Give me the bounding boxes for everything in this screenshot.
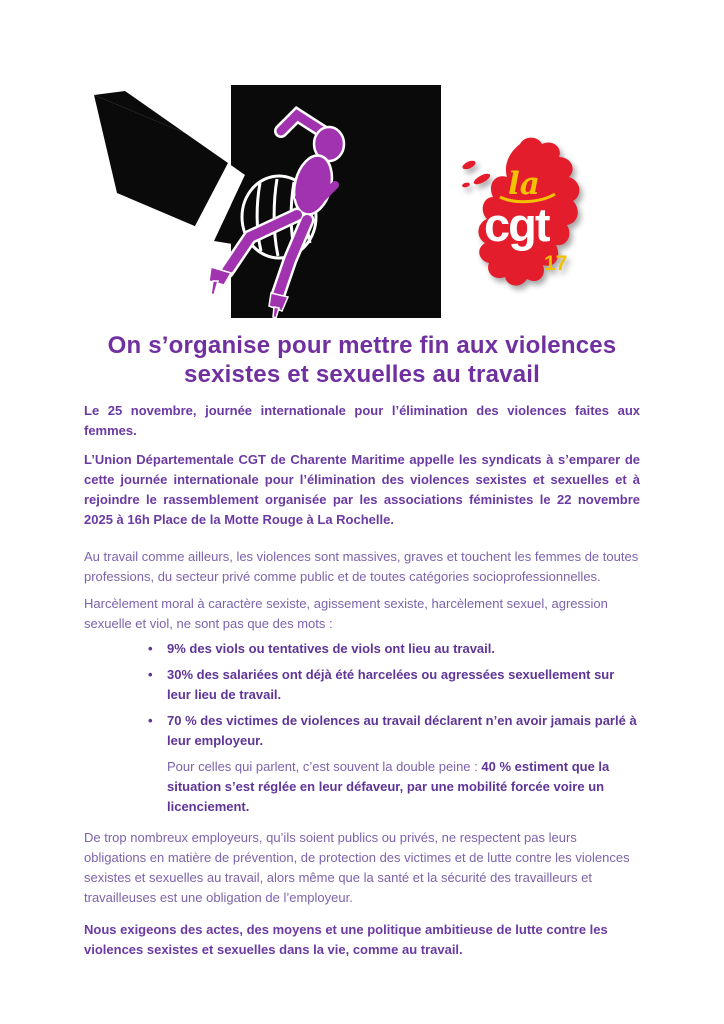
paragraph-exigences: Nous exigeons des actes, des moyens et une politique ambitieuse de lutte contre les violences sexistes et sexuelles dans la vie, comme au travail. — [84, 922, 608, 957]
double-peine-stat: 40 % estiment que la situation s’est réglée en leur défaveur, par une mobilité forcée voire un licenciement. — [167, 759, 610, 814]
paragraph-employeurs: De trop nombreux employeurs, qu’ils soient publics ou privés, ne respectent pas leurs obligations en matière de prévention, de protection des victimes et de lutte contre les violences sexistes et sexuelles au travail, alors même que la santé et la sécurité des travailleurs et travailleuses est une obligation de l’employeur. — [84, 830, 630, 905]
paragraph-nov25: Le 25 novembre, journée internationale pour l’élimination des violences faites aux femmes. — [84, 403, 640, 438]
logo-la-text: la — [508, 166, 540, 202]
logo-dept-number: 17 — [544, 252, 568, 275]
list-item-victimes: • 70 % des victimes de violences au travail déclarent n’en avoir jamais parlé à leur employeur. — [167, 711, 640, 751]
paragraph-double-peine — [167, 757, 640, 817]
flyer-content — [0, 331, 724, 960]
cgt-17-logo — [458, 128, 610, 300]
paragraph-violences-massives: Au travail comme ailleurs, les violences sont massives, graves et touchent les femmes de toutes professions, du secteur privé comme public et de toutes catégories socioprofessionnelles. — [84, 549, 639, 584]
paragraph-ud-cgt-call: L’Union Départementale CGT de Charente Maritime appelle les syndicats à s’emparer de cette journée internationale pour l’élimination des violences sexistes et sexuelles et à rejoindre le rassemblement organisée par les associations féministes le 22 novembre 2025 à 16h Place de la Motte Rouge à La Rochelle. — [84, 452, 640, 527]
list-item-salariees: • 30% des salariées ont déjà été harcelées ou agressées sexuellement sur leur lieu de travail. — [167, 665, 640, 705]
page-title — [84, 331, 640, 389]
violence-illustration — [85, 85, 441, 318]
list-item-viols: • 9% des viols ou tentatives de viols ont lieu au travail. — [167, 639, 640, 659]
flyer-header — [0, 0, 724, 318]
logo-cgt-text: cgt — [484, 198, 549, 251]
paragraph-pas-que-des-mots: Harcèlement moral à caractère sexiste, agissement sexiste, harcèlement sexuel, agression sexuelle et viol, ne sont pas que des mots : — [84, 596, 608, 631]
double-peine-intro: Pour celles qui parlent, c’est souvent la double peine : — [167, 759, 482, 774]
statistics-list — [84, 639, 640, 751]
page-title-line1: On s’organise pour mettre fin aux violences — [107, 332, 617, 359]
page-title-line2: sexistes et sexuelles au travail — [184, 361, 540, 388]
